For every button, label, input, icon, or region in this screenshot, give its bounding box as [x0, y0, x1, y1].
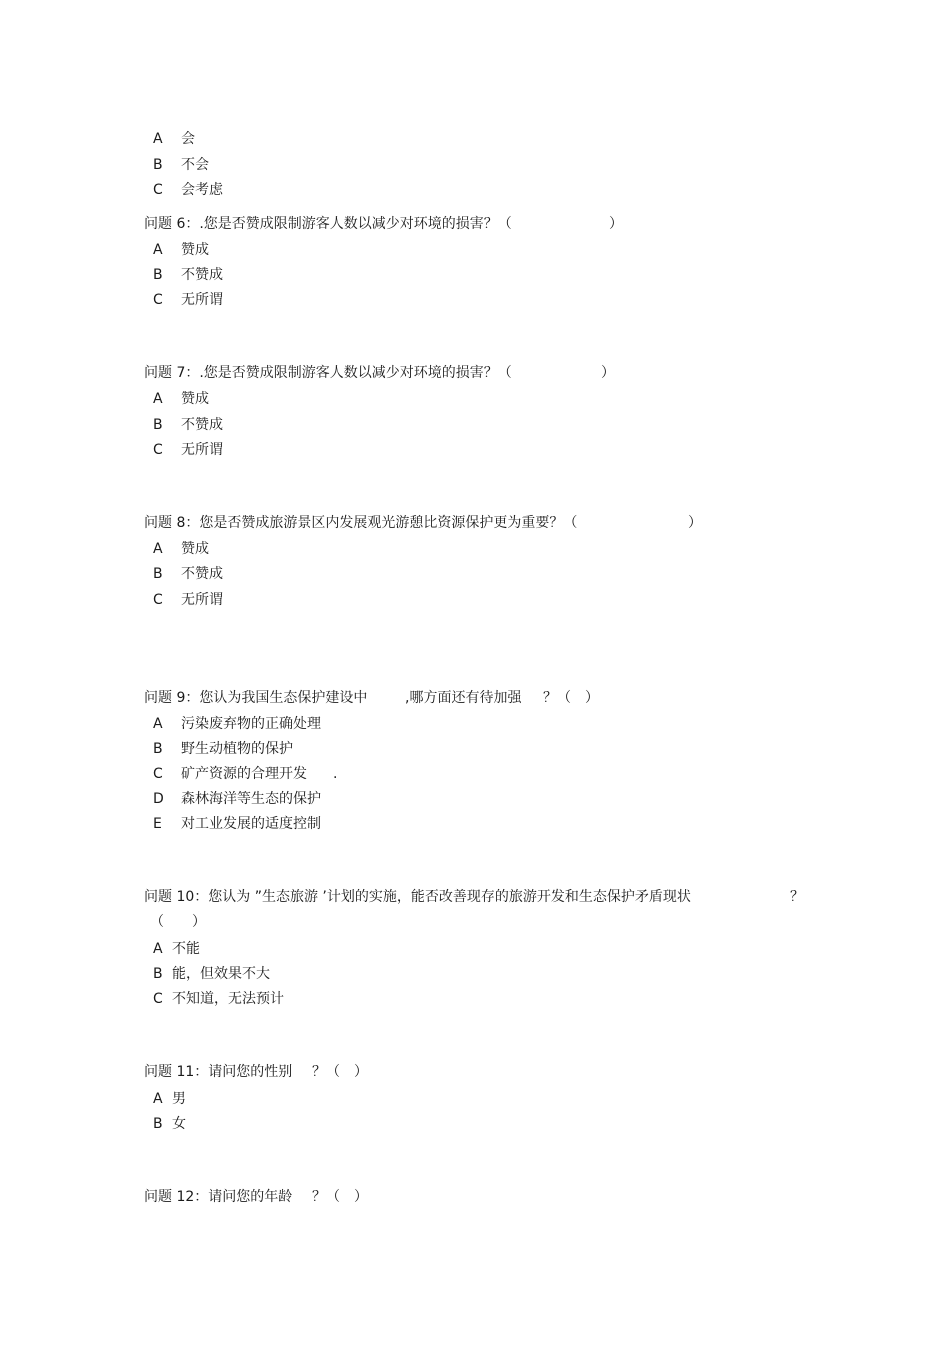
option-text: 森林海洋等生态的保护	[181, 791, 321, 807]
option-letter: C	[153, 442, 163, 458]
option-text: 无所谓	[181, 442, 223, 458]
question-9-text-tail: ,哪方面还有待加强	[405, 690, 522, 706]
option-letter: C	[153, 991, 163, 1007]
question-9-text: 问题 9：您认为我国生态保护建设中	[144, 690, 368, 706]
option-text: 无所谓	[181, 592, 223, 608]
option-letter: A	[153, 391, 163, 407]
option-text: 会考虑	[181, 182, 223, 198]
option-text: 赞成	[181, 242, 209, 258]
option-letter: A	[153, 716, 163, 732]
option-letter: A	[153, 941, 163, 957]
option-text: 不知道，无法预计	[172, 991, 284, 1007]
option-text: 不赞成	[181, 566, 223, 582]
option-letter: E	[153, 816, 162, 832]
option-text: 能，但效果不大	[172, 966, 270, 982]
option-text: 污染废弃物的正确处理	[181, 716, 321, 732]
option-text: 女	[172, 1116, 186, 1132]
option-letter: C	[153, 182, 163, 198]
question-11-close-paren: ？（ ）	[312, 1064, 368, 1080]
option-suffix: .	[333, 766, 338, 782]
option-text: 不能	[172, 941, 200, 957]
option-letter: A	[153, 242, 163, 258]
question-6-text: 问题 6：.您是否赞成限制游客人数以减少对环境的损害？（	[144, 216, 512, 232]
option-text: 不赞成	[181, 267, 223, 283]
question-7-text: 问题 7：.您是否赞成限制游客人数以减少对环境的损害？（	[144, 365, 512, 381]
option-letter: B	[153, 417, 163, 433]
option-text: 无所谓	[181, 292, 223, 308]
question-7-close-paren: ）	[601, 365, 615, 381]
option-text: 赞成	[181, 391, 209, 407]
option-letter: C	[153, 766, 163, 782]
option-text: 赞成	[181, 541, 209, 557]
question-10-text: 问题 10：您认为 ”生态旅游 ’计划的实施，能否改善现存的旅游开发和生态保护矛盾现状	[144, 889, 691, 905]
option-letter: B	[153, 566, 163, 582]
question-12-text: 问题 12：请问您的年龄	[144, 1189, 293, 1205]
option-letter: A	[153, 1091, 163, 1107]
question-6-close-paren: ）	[609, 216, 623, 232]
option-letter: B	[153, 157, 163, 173]
question-11-text: 问题 11：请问您的性别	[144, 1064, 293, 1080]
option-text: 对工业发展的适度控制	[181, 816, 321, 832]
option-text: 不赞成	[181, 417, 223, 433]
question-12-close-paren: ？（ ）	[312, 1189, 368, 1205]
option-text: 不会	[181, 157, 209, 173]
option-letter: B	[153, 267, 163, 283]
option-letter: D	[153, 791, 164, 807]
option-letter: C	[153, 292, 163, 308]
question-10-qmark: ？	[790, 889, 804, 905]
option-text: 矿产资源的合理开发	[181, 766, 307, 782]
question-9-close-paren: ？（ ）	[543, 690, 599, 706]
option-letter: C	[153, 592, 163, 608]
option-letter: A	[153, 541, 163, 557]
question-8-text: 问题 8：您是否赞成旅游景区内发展观光游憩比资源保护更为重要？（	[144, 515, 578, 531]
option-letter: B	[153, 1116, 163, 1132]
option-text: 会	[181, 131, 195, 147]
option-letter: B	[153, 741, 163, 757]
question-8-close-paren: ）	[688, 515, 702, 531]
option-text: 男	[172, 1091, 186, 1107]
question-10-paren: （ ）	[150, 914, 206, 930]
option-letter: A	[153, 131, 163, 147]
option-text: 野生动植物的保护	[181, 741, 293, 757]
option-letter: B	[153, 966, 163, 982]
